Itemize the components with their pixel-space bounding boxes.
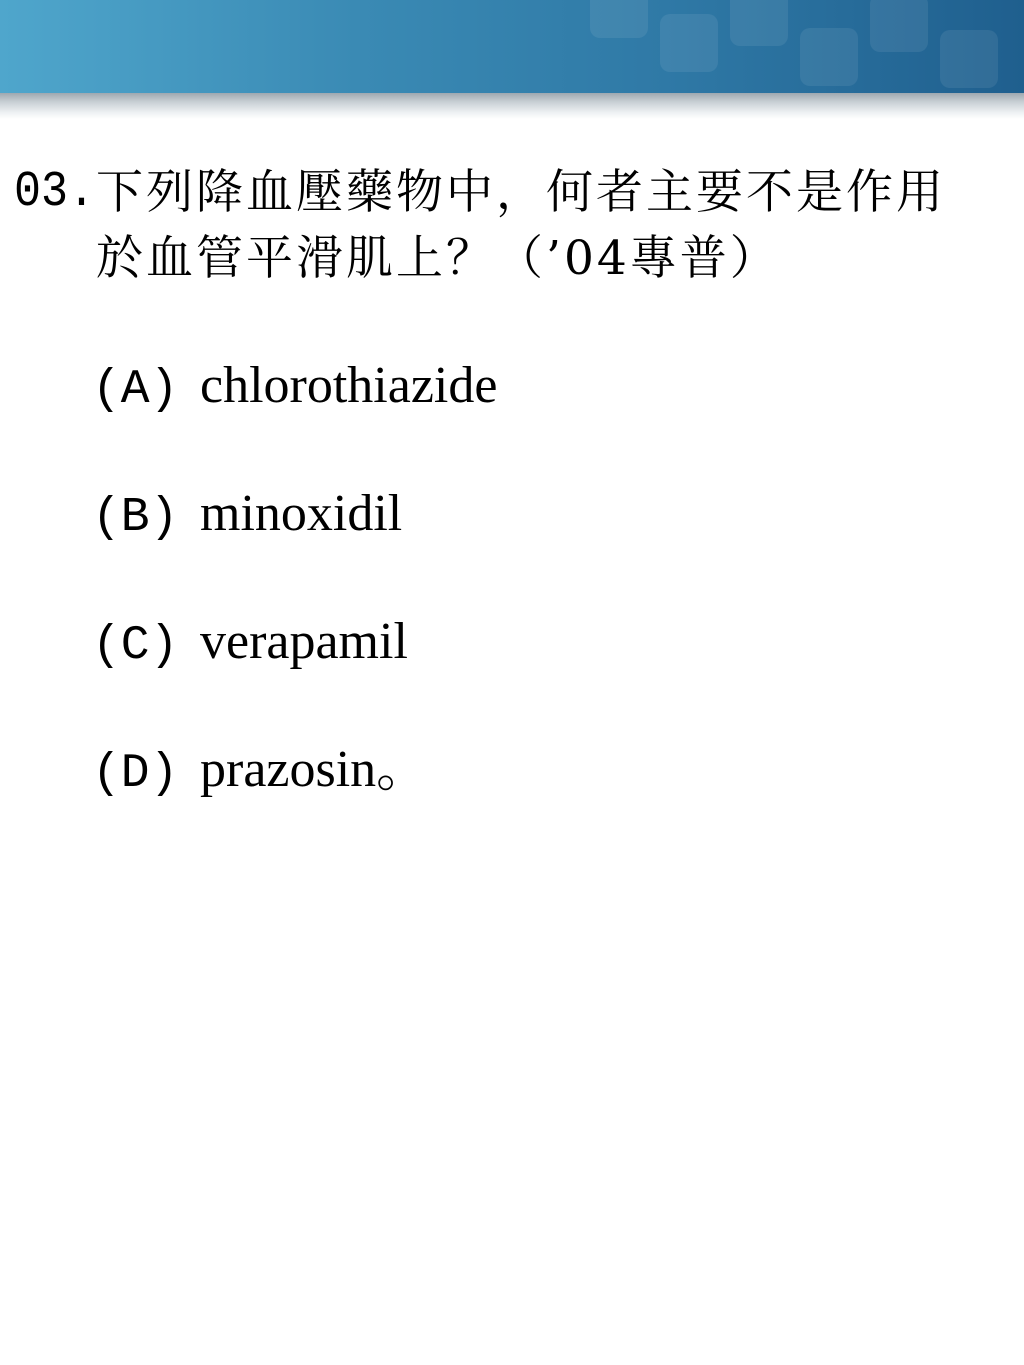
header-decoration-tile — [940, 30, 998, 88]
header-shadow-divider — [0, 93, 1024, 119]
option-text: prazosin。 — [200, 741, 429, 798]
header-decoration-tile — [590, 0, 648, 38]
header-decoration-tile — [730, 0, 788, 46]
option-letter: (A) — [92, 363, 179, 417]
question-number: 03. — [14, 164, 96, 221]
option-letter: (C) — [92, 619, 179, 673]
header-decoration-tile — [870, 0, 928, 52]
option-letter: (D) — [92, 747, 179, 801]
option-b — [92, 483, 402, 548]
header-decoration-tile — [660, 14, 718, 72]
option-a — [92, 355, 497, 420]
question-text-line-1: 下列降血壓藥物中，何者主要不是作用 — [96, 165, 946, 220]
option-text: verapamil — [200, 613, 408, 670]
option-letter: (B) — [92, 491, 179, 545]
option-c — [92, 611, 408, 676]
header-decoration-tile — [800, 28, 858, 86]
header-banner — [0, 0, 1024, 93]
option-text: minoxidil — [200, 485, 403, 542]
question-text-line-2: 於血管平滑肌上？（’04專普） — [96, 231, 780, 286]
option-d — [92, 739, 428, 804]
option-text: chlorothiazide — [200, 357, 498, 414]
